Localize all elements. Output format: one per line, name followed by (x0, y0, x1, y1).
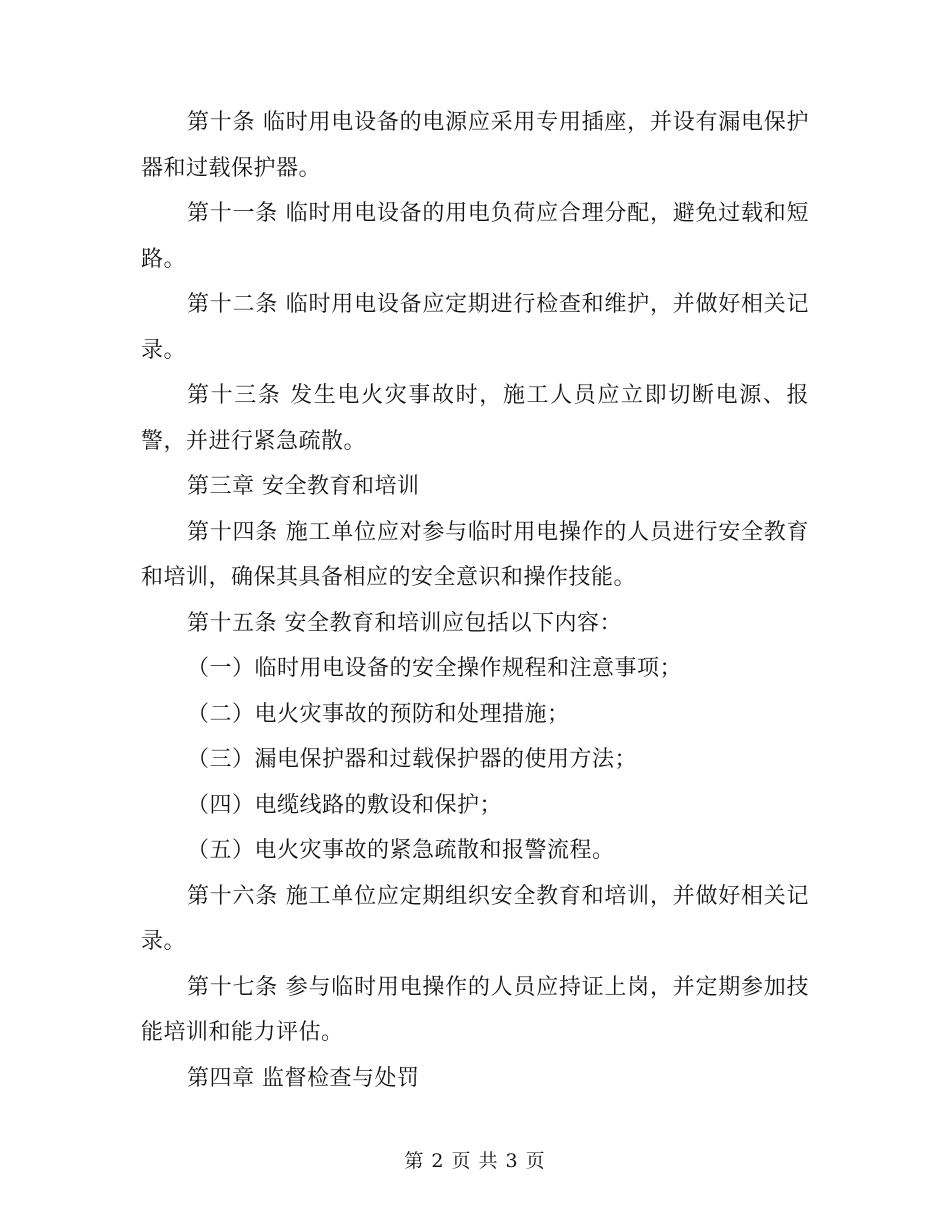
page-number-footer: 第 2 页 共 3 页 (404, 1150, 546, 1172)
article-10: 第十条 临时用电设备的电源应采用专用插座，并设有漏电保护器和过载保护器。 (141, 110, 809, 181)
article-15-item-1: （一）临时用电设备的安全操作规程和注意事项； (187, 656, 683, 681)
chapter-4-heading: 第四章 监督检查与处罚 (187, 1065, 420, 1091)
article-12: 第十二条 临时用电设备应定期进行检查和维护，并做好相关记录。 (141, 292, 809, 363)
document-body (141, 100, 809, 1101)
article-16: 第十六条 施工单位应定期组织安全教育和培训，并做好相关记录。 (141, 883, 809, 954)
article-15-item-3: （三）漏电保护器和过载保护器的使用方法； (187, 747, 638, 772)
article-15-item-2: （二）电火灾事故的预防和处理措施； (187, 701, 570, 727)
article-17: 第十七条 参与临时用电操作的人员应持证上岗，并定期参加技能培训和能力评估。 (141, 974, 809, 1045)
article-11: 第十一条 临时用电设备的用电负荷应合理分配，避免过载和短路。 (141, 201, 809, 272)
article-13: 第十三条 发生电火灾事故时，施工人员应立即切断电源、报警，并进行紧急疏散。 (141, 383, 809, 454)
article-15: 第十五条 安全教育和培训应包括以下内容： (187, 610, 622, 636)
chapter-3-heading: 第三章 安全教育和培训 (187, 474, 420, 499)
article-15-item-5: （五）电火灾事故的紧急疏散和报警流程。 (187, 838, 615, 863)
article-14: 第十四条 施工单位应对参与临时用电操作的人员进行安全教育和培训，确保其具备相应的安全意识和操作技能。 (141, 519, 809, 590)
article-15-item-4: （四）电缆线路的敷设和保护； (187, 792, 503, 818)
